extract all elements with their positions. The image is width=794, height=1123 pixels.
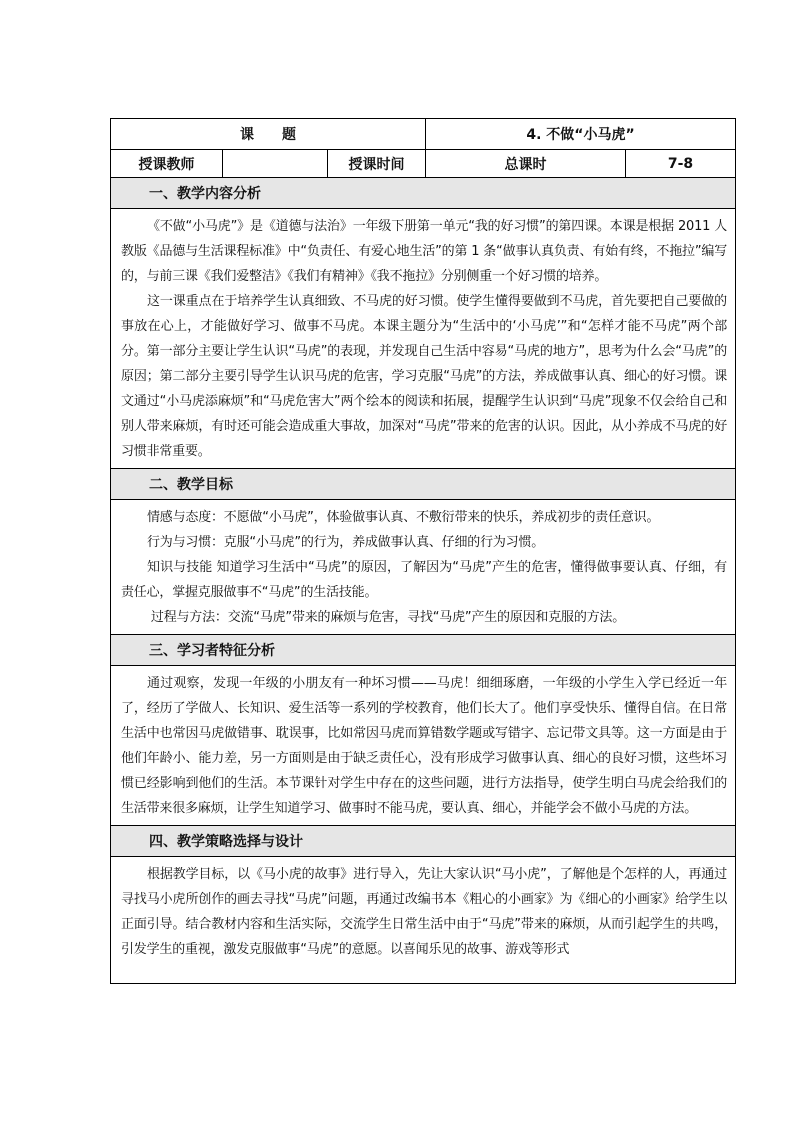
- goal-paragraph: 知识与技能 知道学习生活中“马虎”的原因，了解因为“马虎”产生的危害，懂得做事要认真、仔细，有责任心，掌握克服做事不“马虎”的生活技能。: [121, 560, 727, 600]
- strategy-clip: [121, 862, 727, 974]
- lesson-plan-table: [110, 118, 736, 984]
- content-analysis-paragraph: 这一课重点在于培养学生认真细致、不马虎的好习惯。使学生懂得要做到不马虎，首先要把自己要做的事放在心上，才能做好学习、做事不马虎。本课主题分为“生活中的‘小马虎’”和“怎样才能不马虎”两个部分。第一部分主要让学生认识“马虎”的表现，并发现自己生活中容易“马虎的地方”，思考为什么会“马虎”的原因；第二部分主要引导学生认识马虎的危害，学习克服“马虎”的方法，养成做事认真、细心的好习惯。课文通过“小马虎添麻烦”和“马虎危害大”两个绘本的阅读和拓展，提醒学生认识到“马虎”现象不仅会给自己和别人带来麻烦，有时还可能会造成重大事故，加深对“马虎”带来的危害的认识。因此，从小养成不马虎的好习惯非常重要。: [121, 294, 727, 459]
- goal-paragraph: 行为与习惯：克服“小马虎”的行为，养成做事认真、仔细的行为习惯。: [147, 535, 545, 550]
- topic-label: 课 题: [111, 119, 426, 150]
- hours-value: 7-8: [626, 150, 736, 178]
- meta-row: [111, 150, 736, 178]
- section-content-row: [111, 857, 736, 984]
- teacher-value: [223, 150, 328, 178]
- learners-paragraph: 通过观察，发现一年级的小朋友有一种坏习惯——马虎！细细琢磨，一年级的小学生入学已经近一年了，经历了学做人、长知识、爱生活等一系列的学校教育，他们长大了。他们享受快乐、懂得自信。在日常生活中也常因马虎做错事、耽误事，比如常因马虎而算错数学题或写错字、忘记带文具等。这一方面是由于他们年龄小、能力差，另一方面则是由于缺乏责任心，没有形成学习做事认真、细心的良好习惯，这些坏习惯已经影响到他们的生活。本节课针对学生中存在的这些问题，进行方法指导，使学生明白马虎会给我们的生活带来很多麻烦，让学生知道学习、做事时不能马虎，要认真、细心，并能学会不做小马虎的方法。: [121, 676, 727, 816]
- hours-label: 总课时: [426, 150, 626, 178]
- topic-value: 4. 不做“小马虎”: [426, 119, 736, 150]
- section-title-row: [111, 826, 736, 857]
- learners-body: [111, 666, 736, 826]
- content-analysis-paragraph: 《不做“小马虎”》是《道德与法治》一年级下册第一单元“我的好习惯”的第四课。本课是根据 2011 人教版《品德与生活课程标准》中“负责任、有爱心地生活”的第 1 条“做事认真负责、有始有终，不拖拉”编写的，与前三课《我们爱整洁》《我们有精神》《我不拖拉》分别侧重一个好习惯的培养。: [121, 219, 727, 284]
- content-analysis-body: [111, 209, 736, 469]
- section-content-row: [111, 209, 736, 469]
- topic-row: [111, 119, 736, 150]
- section-content-row: [111, 500, 736, 635]
- learners-title: 三、学习者特征分析: [111, 635, 736, 666]
- content-analysis-title: 一、教学内容分析: [111, 178, 736, 209]
- strategy-paragraph: 根据教学目标，以《马小虎的故事》进行导入，先让大家认识“马小虎”，了解他是个怎样的人，再通过寻找马小虎所创作的画去寻找“马虎”问题，再通过改编书本《粗心的小画家》为《细心的小画家》给学生以正面引导。结合教材内容和生活实际，交流学生日常生活中由于“马虎”带来的麻烦，从而引起学生的共鸣，引发学生的重视，激发克服做事“马虎”的意愿。以喜闻乐见的故事、游戏等形式: [121, 867, 727, 957]
- goals-title: 二、教学目标: [111, 469, 736, 500]
- strategy-body: [111, 857, 736, 984]
- section-content-row: [111, 666, 736, 826]
- section-title-row: [111, 635, 736, 666]
- goals-body: [111, 500, 736, 635]
- goal-paragraph: 过程与方法：交流“马虎”带来的麻烦与危害，寻找“马虎”产生的原因和克服的方法。: [150, 610, 626, 625]
- goal-paragraph: 情感与态度：不愿做“小马虎”，体验做事认真、不敷衍带来的快乐，养成初步的责任意识。: [147, 510, 660, 525]
- teacher-label: 授课教师: [111, 150, 223, 178]
- section-title-row: [111, 178, 736, 209]
- section-title-row: [111, 469, 736, 500]
- strategy-title: 四、教学策略选择与设计: [111, 826, 736, 857]
- time-label: 授课时间: [328, 150, 426, 178]
